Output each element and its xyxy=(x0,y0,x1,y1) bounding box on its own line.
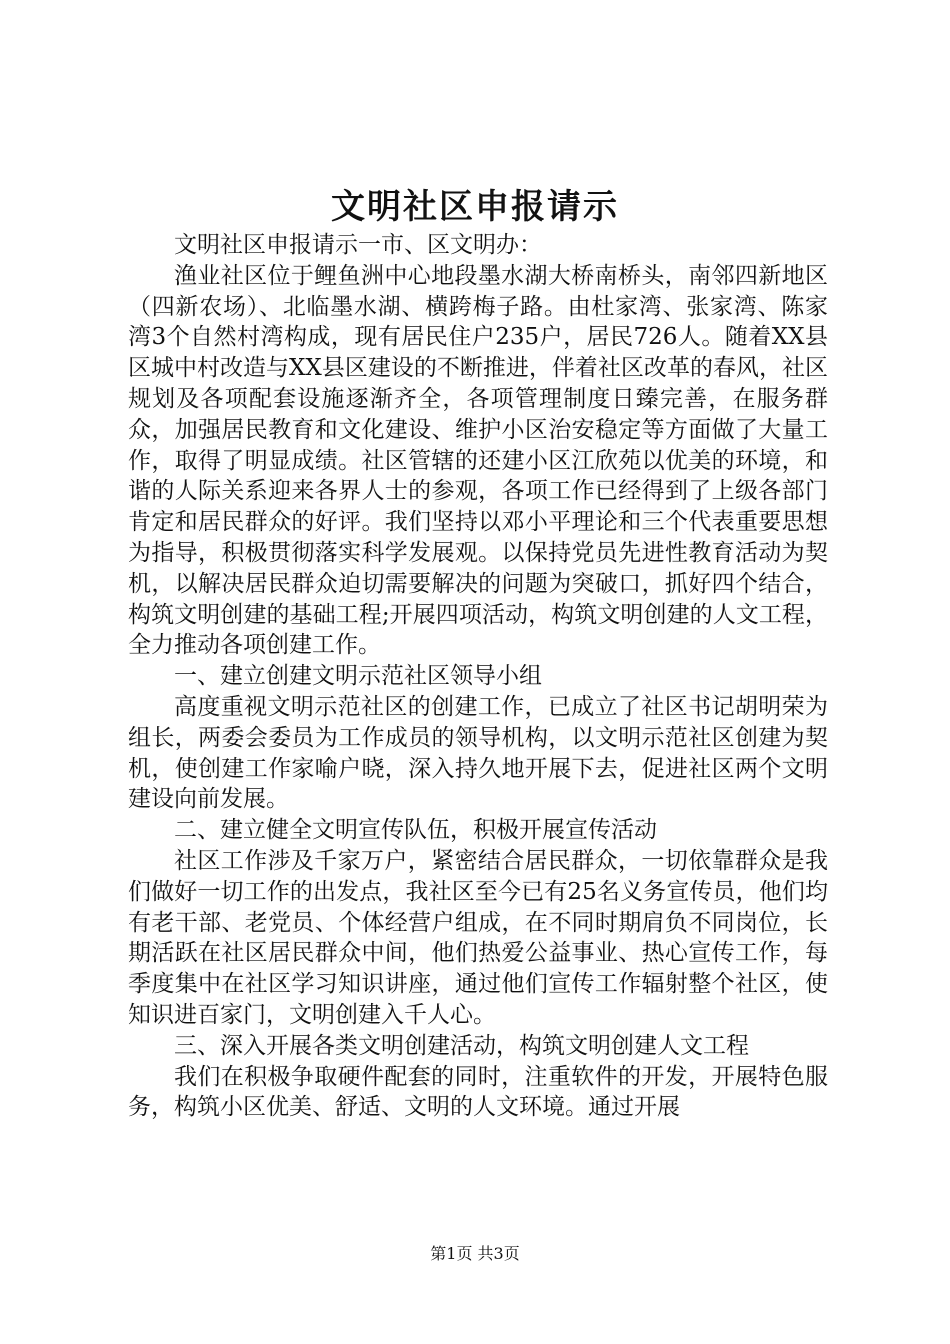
section-paragraph-1: 高度重视文明示范社区的创建工作，已成立了社区书记胡明荣为组长，两委会委员为工作成员的领导机构，以文明示范社区创建为契机，使创建工作家喻户晓，深入持久地开展下去，促进社区两个文明建设向前发展。 xyxy=(128,693,828,813)
section-heading-2: 二、建立健全文明宣传队伍，积极开展宣传活动 xyxy=(174,817,657,844)
document-body xyxy=(128,230,828,1123)
section-heading-3: 三、深入开展各类文明创建活动，构筑文明创建人文工程 xyxy=(174,1032,749,1059)
document-title: 文明社区申报请示 xyxy=(331,187,619,227)
salutation-paragraph: 文明社区申报请示一市、区文明办： xyxy=(174,232,542,258)
intro-paragraph: 渔业社区位于鲤鱼洲中心地段墨水湖大桥南桥头，南邻四新地区（四新农场）、北临墨水湖、横跨梅子路。由杜家湾、张家湾、陈家湾3个自然村湾构成，现有居民住户235户，居民726人。随着XX县区城中村改造与XX县区建设的不断推进，伴着社区改革的春风，社区规划及各项配套设施逐渐齐全，各项管理制度日臻完善，在服务群众，加强居民教育和文化建设、维护小区治安稳定等方面做了大量工作，取得了明显成绩。社区管辖的还建小区江欣苑以优美的环境，和谐的人际关系迎来各界人士的参观，各项工作已经得到了上级各部门肯定和居民群众的好评。我们坚持以邓小平理论和三个代表重要思想为指导，积极贯彻落实科学发展观。以保持党员先进性教育活动为契机，以解决居民群众迫切需要解决的问题为突破口，抓好四个结合，构筑文明创建的基础工程;开展四项活动，构筑文明创建的人文工程，全力推动各项创建工作。 xyxy=(128,262,828,659)
section-heading-1: 一、建立创建文明示范社区领导小组 xyxy=(174,663,542,690)
section-paragraph-2: 社区工作涉及千家万户，紧密结合居民群众，一切依靠群众是我们做好一切工作的出发点，我社区至今已有25名义务宣传员，他们均有老干部、老党员、个体经营户组成，在不同时期肩负不同岗位，长期活跃在社区居民群众中间，他们热爱公益事业、热心宣传工作，每季度集中在社区学习知识讲座，通过他们宣传工作辐射整个社区，使知识进百家门，文明创建入千人心。 xyxy=(128,847,828,1028)
page-number-footer: 第1页 共3页 xyxy=(430,1244,520,1263)
section-paragraph-3: 我们在积极争取硬件配套的同时，注重软件的开发，开展特色服务，构筑小区优美、舒适、文明的人文环境。通过开展 xyxy=(128,1063,828,1121)
